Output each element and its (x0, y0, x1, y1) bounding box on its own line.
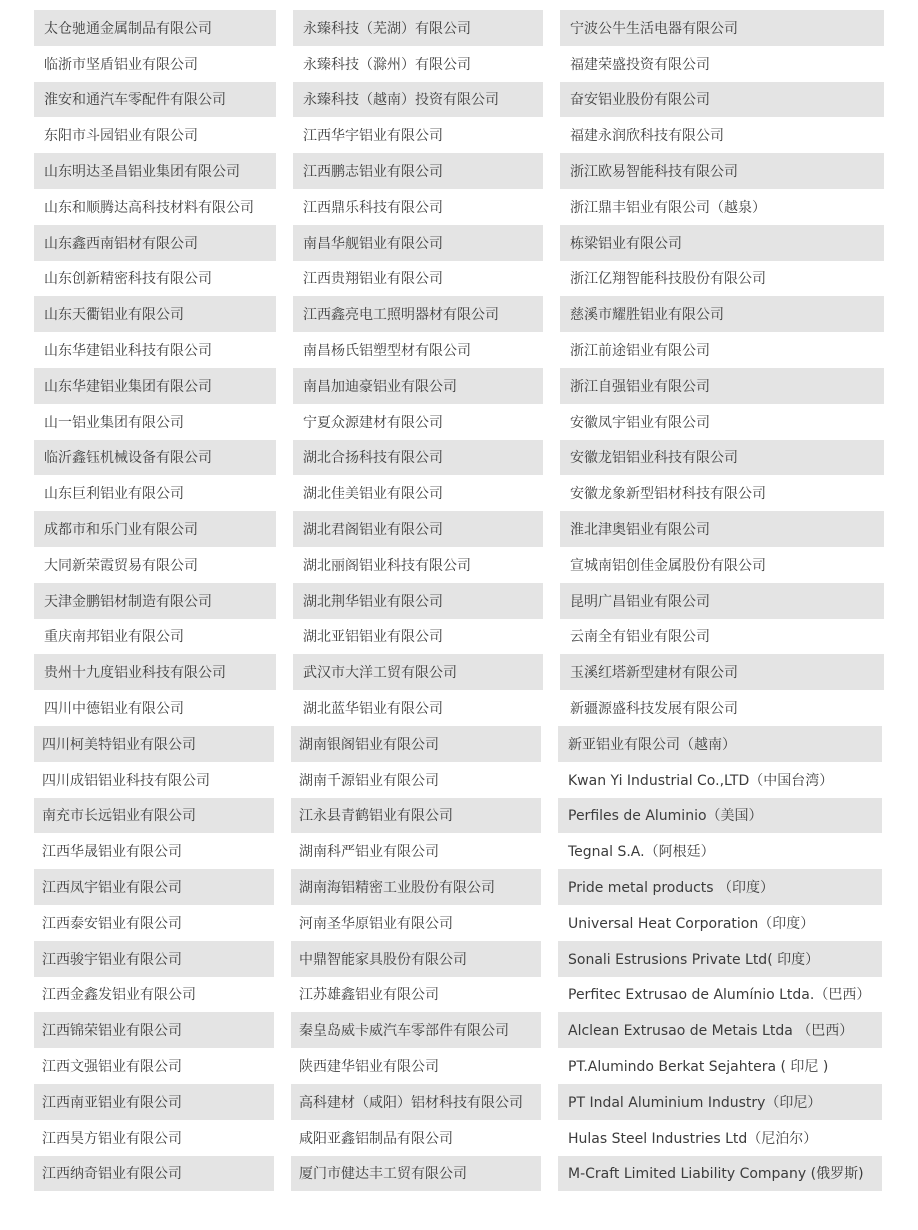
company-name-cell: Kwan Yi Industrial Co.,LTD（中国台湾） (568, 772, 834, 789)
table-row (34, 1120, 882, 1156)
table-row (34, 869, 882, 905)
table-row (34, 977, 882, 1013)
company-name-cell: 湖北君阁铝业有限公司 (293, 511, 543, 547)
company-name-cell: 临浙市坚盾铝业有限公司 (44, 56, 198, 73)
company-table-part1 (34, 10, 884, 726)
company-name-cell: 南昌加迪豪铝业有限公司 (293, 368, 543, 404)
table-row (34, 547, 884, 583)
table-row (34, 726, 882, 762)
table-row (34, 1012, 882, 1048)
company-name-cell: PT Indal Aluminium Industry（印尼） (558, 1084, 882, 1120)
company-name-cell: 山东华建铝业科技有限公司 (44, 343, 212, 360)
company-name-cell: 四川中德铝业有限公司 (44, 701, 184, 718)
table-row (34, 440, 884, 476)
company-name-cell: 成都市和乐门业有限公司 (34, 511, 276, 547)
company-name-cell: 江西锦荣铝业有限公司 (34, 1012, 274, 1048)
table-row (34, 619, 884, 655)
table-row (34, 296, 884, 332)
company-name-cell: 山东鑫西南铝材有限公司 (34, 225, 276, 261)
company-name-cell: 江西鹏志铝业有限公司 (293, 153, 543, 189)
company-name-cell: 贵州十九度铝业科技有限公司 (34, 654, 276, 690)
company-name-cell: 山东创新精密科技有限公司 (44, 271, 212, 288)
table-row (34, 511, 884, 547)
company-name-cell: 江西金鑫发铝业有限公司 (42, 987, 196, 1004)
table-row (34, 261, 884, 297)
company-name-cell: 奋安铝业股份有限公司 (560, 82, 884, 118)
company-name-cell: 咸阳亚鑫铝制品有限公司 (299, 1130, 453, 1147)
table-row (34, 905, 882, 941)
company-name-cell: 湖南千源铝业有限公司 (299, 772, 439, 789)
company-name-cell: 山一铝业集团有限公司 (44, 414, 184, 431)
company-name-cell: 武汉市大洋工贸有限公司 (293, 654, 543, 690)
table-row (34, 762, 882, 798)
company-name-cell: 安徽龙铝铝业科技有限公司 (560, 440, 884, 476)
table-row (34, 798, 882, 834)
company-name-cell: 江西昊方铝业有限公司 (42, 1130, 182, 1147)
company-name-cell: 浙江欧易智能科技有限公司 (560, 153, 884, 189)
company-name-cell: 湖南海铝精密工业股份有限公司 (291, 869, 541, 905)
table-row (34, 1156, 882, 1192)
company-name-cell: 湖北蓝华铝业有限公司 (303, 701, 443, 718)
company-name-cell: 湖南科严铝业有限公司 (299, 844, 439, 861)
company-name-cell: 南昌华舰铝业有限公司 (293, 225, 543, 261)
company-name-cell: 山东明达圣昌铝业集团有限公司 (34, 153, 276, 189)
company-name-cell: 湖南银阁铝业有限公司 (291, 726, 541, 762)
company-name-cell: 浙江鼎丰铝业有限公司（越泉） (570, 199, 766, 216)
company-name-cell: 湖北佳美铝业有限公司 (303, 486, 443, 503)
table-row (34, 1048, 882, 1084)
company-name-cell: 宣城南铝创佳金属股份有限公司 (570, 557, 766, 574)
company-name-cell: 永臻科技（芜湖）有限公司 (293, 10, 543, 46)
company-name-cell: 云南全有铝业有限公司 (570, 629, 710, 646)
company-name-cell: 江西凤宇铝业有限公司 (34, 869, 274, 905)
company-name-cell: 湖北荆华铝业有限公司 (293, 583, 543, 619)
company-name-cell: 新亚铝业有限公司（越南） (558, 726, 882, 762)
company-name-cell: 淮北津奥铝业有限公司 (560, 511, 884, 547)
company-name-cell: Perfitec Extrusao de Alumínio Ltda.（巴西） (568, 987, 871, 1004)
company-name-cell: 东阳市斗园铝业有限公司 (44, 128, 198, 145)
company-name-cell: 福建荣盛投资有限公司 (570, 56, 710, 73)
company-name-cell: 永臻科技（越南）投资有限公司 (293, 82, 543, 118)
company-name-cell: PT.Alumindo Berkat Sejahtera ( 印尼 ) (568, 1059, 829, 1076)
table-row (34, 654, 884, 690)
company-name-cell: 中鼎智能家具股份有限公司 (291, 941, 541, 977)
table-row (34, 117, 884, 153)
company-name-cell: 昆明广昌铝业有限公司 (560, 583, 884, 619)
company-name-cell: 山东和顺腾达高科技材料有限公司 (44, 199, 254, 216)
company-name-cell: 陕西建华铝业有限公司 (299, 1059, 439, 1076)
company-table-part2 (34, 726, 882, 1191)
company-name-cell: 秦皇岛威卡威汽车零部件有限公司 (291, 1012, 541, 1048)
company-name-cell: 江西华宇铝业有限公司 (303, 128, 443, 145)
company-name-cell: Tegnal S.A.（阿根廷） (568, 844, 715, 861)
table-row (34, 404, 884, 440)
company-name-cell: 宁波公牛生活电器有限公司 (560, 10, 884, 46)
table-row (34, 690, 884, 726)
table-row (34, 833, 882, 869)
company-name-cell: 浙江自强铝业有限公司 (560, 368, 884, 404)
company-name-cell: 江苏雄鑫铝业有限公司 (299, 987, 439, 1004)
company-name-cell: 四川成铝铝业科技有限公司 (42, 772, 210, 789)
company-name-cell: Hulas Steel Industries Ltd（尼泊尔） (568, 1130, 818, 1147)
table-row (34, 475, 884, 511)
company-name-cell: 江西鑫亮电工照明器材有限公司 (293, 296, 543, 332)
table-row (34, 153, 884, 189)
company-name-cell: 湖北丽阁铝业科技有限公司 (303, 557, 471, 574)
company-name-cell: 浙江亿翔智能科技股份有限公司 (570, 271, 766, 288)
company-name-cell: 江西骏宇铝业有限公司 (34, 941, 274, 977)
company-name-cell: 临沂鑫钰机械设备有限公司 (34, 440, 276, 476)
company-name-cell: 山东华建铝业集团有限公司 (34, 368, 276, 404)
company-name-cell: 栋梁铝业有限公司 (560, 225, 884, 261)
company-name-cell: 江西泰安铝业有限公司 (42, 915, 182, 932)
company-name-cell: 江永县青鹤铝业有限公司 (291, 798, 541, 834)
company-name-cell: 高科建材（咸阳）铝材科技有限公司 (291, 1084, 541, 1120)
company-name-cell: 山东天衢铝业有限公司 (34, 296, 276, 332)
company-name-cell: 厦门市健达丰工贸有限公司 (291, 1156, 541, 1192)
company-name-cell: 江西华晟铝业有限公司 (42, 844, 182, 861)
company-name-cell: 大同新荣霞贸易有限公司 (44, 557, 198, 574)
company-name-cell: Perfiles de Aluminio（美国） (558, 798, 882, 834)
company-name-cell: 南充市长远铝业有限公司 (34, 798, 274, 834)
company-name-cell: 四川柯美特铝业有限公司 (34, 726, 274, 762)
company-name-cell: M-Craft Limited Liability Company (俄罗斯) (558, 1156, 882, 1192)
company-name-cell: 江西纳奇铝业有限公司 (34, 1156, 274, 1192)
table-row (34, 46, 884, 82)
company-name-cell: Universal Heat Corporation（印度） (568, 915, 815, 932)
table-row (34, 189, 884, 225)
company-name-cell: 新疆源盛科技发展有限公司 (570, 701, 738, 718)
company-name-cell: 永臻科技（滁州）有限公司 (303, 56, 471, 73)
company-name-cell: 江西文强铝业有限公司 (42, 1059, 182, 1076)
company-name-cell: 安徽龙象新型铝材科技有限公司 (570, 486, 766, 503)
company-name-cell: 湖北合扬科技有限公司 (293, 440, 543, 476)
company-name-cell: 南昌杨氏铝塑型材有限公司 (303, 343, 471, 360)
company-name-cell: Alclean Extrusao de Metais Ltda （巴西） (558, 1012, 882, 1048)
company-name-cell: 山东巨利铝业有限公司 (44, 486, 184, 503)
table-row (34, 583, 884, 619)
table-row (34, 941, 882, 977)
table-row (34, 332, 884, 368)
company-name-cell: 淮安和通汽车零配件有限公司 (34, 82, 276, 118)
company-name-cell: 浙江前途铝业有限公司 (570, 343, 710, 360)
company-name-cell: 河南圣华原铝业有限公司 (299, 915, 453, 932)
company-name-cell: 太仓驰通金属制品有限公司 (34, 10, 276, 46)
table-row (34, 10, 884, 46)
table-row (34, 82, 884, 118)
company-name-cell: 慈溪市耀胜铝业有限公司 (560, 296, 884, 332)
company-name-cell: Sonali Estrusions Private Ltd( 印度） (558, 941, 882, 977)
company-name-cell: 福建永润欣科技有限公司 (570, 128, 724, 145)
company-name-cell: 江西南亚铝业有限公司 (34, 1084, 274, 1120)
table-row (34, 1084, 882, 1120)
company-name-cell: 玉溪红塔新型建材有限公司 (560, 654, 884, 690)
company-name-cell: 湖北亚铝铝业有限公司 (303, 629, 443, 646)
company-name-cell: 天津金鹏铝材制造有限公司 (34, 583, 276, 619)
company-name-cell: 安徽凤宇铝业有限公司 (570, 414, 710, 431)
company-name-cell: 重庆南邦铝业有限公司 (44, 629, 184, 646)
company-name-cell: 江西贵翔铝业有限公司 (303, 271, 443, 288)
table-row (34, 368, 884, 404)
table-row (34, 225, 884, 261)
company-name-cell: 宁夏众源建材有限公司 (303, 414, 443, 431)
company-name-cell: Pride metal products （印度） (558, 869, 882, 905)
company-name-cell: 江西鼎乐科技有限公司 (303, 199, 443, 216)
